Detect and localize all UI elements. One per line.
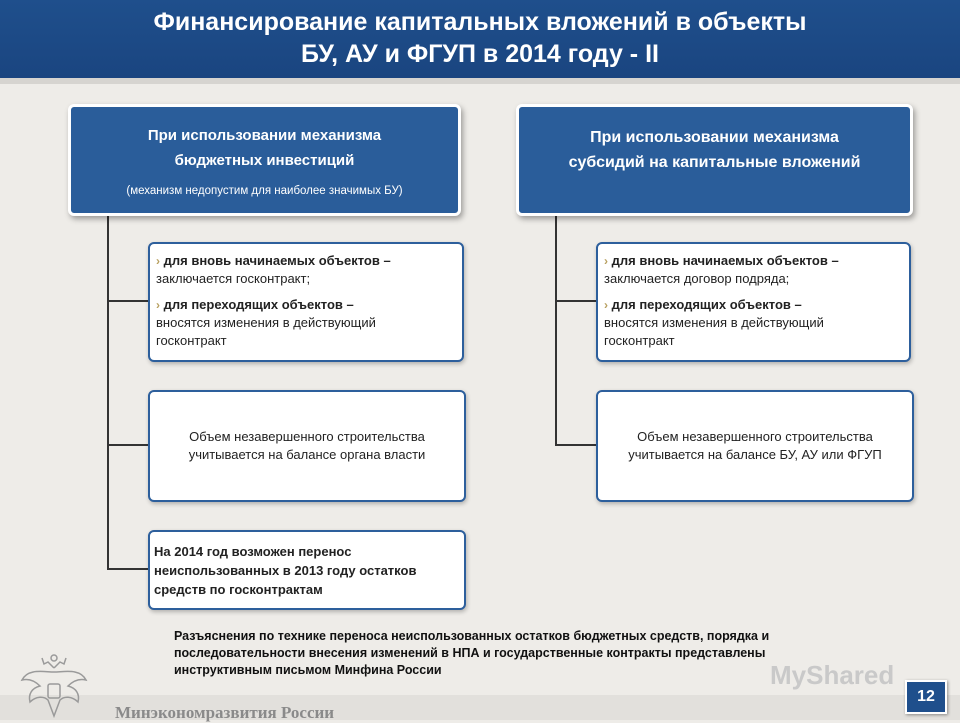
left-header-line-2: бюджетных инвестиций: [174, 152, 355, 169]
left-balance-line-1: Объем незавершенного строительства: [189, 429, 425, 444]
right-objects-box: [596, 242, 911, 362]
right-balance-line-1: Объем незавершенного строительства: [637, 429, 873, 444]
left-item-2-bold: для переходящих объектов –: [163, 297, 354, 312]
left-balance-text: [189, 428, 426, 464]
left-item-2-rest-1: вносятся изменения в действующий: [156, 315, 376, 330]
right-item-2-rest-2: госконтракт: [604, 333, 675, 348]
right-item-1: [604, 252, 903, 270]
left-item-2-rest-2: госконтракт: [156, 333, 227, 348]
right-header-line-2: субсидий на капитальные вложений: [568, 154, 861, 171]
chevron-right-icon: ›: [156, 298, 160, 312]
right-item-1-rest: заключается договор подряда;: [604, 271, 790, 286]
chevron-right-icon: ›: [156, 254, 160, 268]
left-item-1-bold: для вновь начинаемых объектов –: [163, 253, 391, 268]
right-header-line-1: При использовании механизма: [590, 129, 839, 146]
right-connector-vertical: [555, 214, 557, 446]
watermark: MyShared: [770, 660, 895, 690]
right-item-1-bold: для вновь начинаемых объектов –: [611, 253, 839, 268]
left-objects-box: [148, 242, 464, 362]
note-line-2: последовательности внесения изменений в НПА и государственные контракты представлены: [174, 646, 766, 660]
right-connector-2: [555, 444, 597, 446]
left-item-1-rest: заключается госконтракт;: [156, 271, 311, 286]
left-transfer-line-3: средств по госконтрактам: [154, 582, 323, 597]
title-underband: [0, 78, 960, 84]
right-balance-box: [596, 390, 914, 502]
right-item-2-bold: для переходящих объектов –: [611, 297, 802, 312]
double-headed-eagle-emblem-icon: [14, 650, 94, 720]
right-balance-text: [628, 428, 882, 464]
left-item-2: [156, 296, 456, 314]
title-banner: [0, 0, 960, 78]
note-line-1: Разъяснения по технике переноса неиспользованных остатков бюджетных средств, порядка и: [174, 629, 770, 643]
right-item-2: [604, 296, 903, 314]
left-connector-3: [107, 568, 149, 570]
right-header-box: [516, 104, 913, 216]
page-number: 12: [905, 680, 947, 714]
right-connector-1: [555, 300, 597, 302]
title-line-1: Финансирование капитальных вложений в объекты: [153, 8, 807, 36]
left-header-line-1: При использовании механизма: [147, 127, 382, 144]
left-balance-box: [148, 390, 466, 502]
left-connector-2: [107, 444, 149, 446]
right-item-2-rest-1: вносятся изменения в действующий: [604, 315, 824, 330]
right-balance-line-2: учитывается на балансе БУ, АУ или ФГУП: [628, 447, 882, 462]
left-connector-vertical: [107, 214, 109, 570]
note-line-3: инструктивным письмом Минфина России: [174, 663, 442, 677]
ministry-name: Минэкономразвития России: [115, 703, 335, 722]
title-line-2: БУ, АУ и ФГУП в 2014 году - II: [301, 40, 659, 68]
left-transfer-line-1: На 2014 год возможен перенос: [154, 544, 352, 559]
left-transfer-box: [148, 530, 466, 610]
chevron-right-icon: ›: [604, 254, 608, 268]
left-header-note: (механизм недопустим для наиболее значимых БУ): [126, 185, 403, 197]
chevron-right-icon: ›: [604, 298, 608, 312]
left-header-box: [68, 104, 461, 216]
left-connector-1: [107, 300, 149, 302]
left-balance-line-2: учитывается на балансе органа власти: [188, 447, 426, 462]
left-transfer-line-2: неиспользованных в 2013 году остатков: [154, 563, 417, 578]
left-item-1: [156, 252, 456, 270]
